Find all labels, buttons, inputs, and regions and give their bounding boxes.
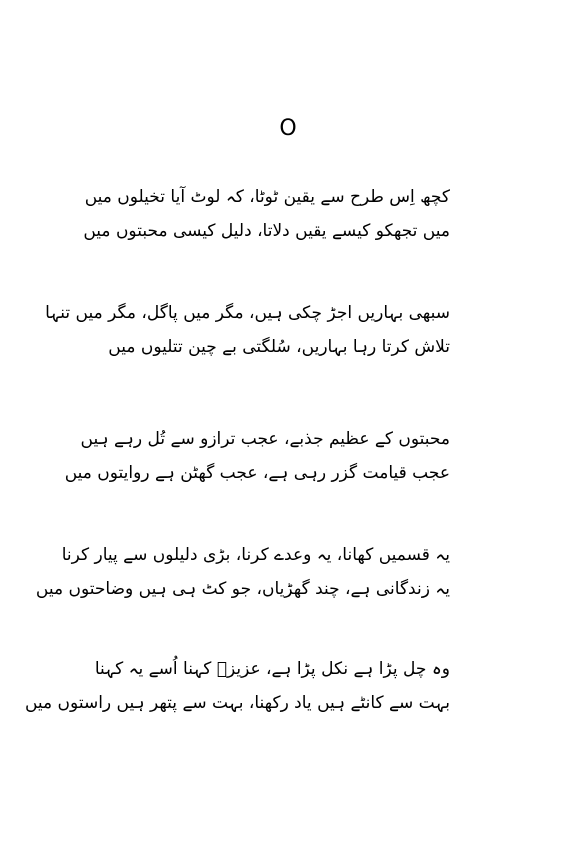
verse-line: کچھ اِس طرح سے یقین ٹوٹا، کہ لوٹ آیا تخیلوں میں bbox=[84, 187, 450, 207]
verse-line: سبھی بہاریں اجڑ چکی ہیں، مگر میں پاگل، مگر میں تنہا bbox=[45, 303, 450, 323]
stanza-4 bbox=[35, 538, 450, 606]
verse-line: محبتوں کے عظیم جذبے، عجب ترازو سے تُل رہے ہیں bbox=[80, 429, 450, 449]
stanza-1 bbox=[83, 180, 450, 248]
verse-line: یہ زندگانی ہے، چند گھڑیاں، جو کٹ ہی ہیں وضاحتوں میں bbox=[35, 579, 450, 599]
stanza-2 bbox=[45, 296, 450, 364]
verse-line: یہ قسمیں کھانا، یہ وعدے کرنا، بڑی دلیلوں سے پیار کرنا bbox=[61, 545, 450, 565]
verse-line: عجب قیامت گزر رہی ہے، عجب گھٹن ہے روایتوں میں bbox=[64, 463, 450, 483]
verse-line: تلاش کرتا رہا بہاریں، سُلگتی بے چین تتلیوں میں bbox=[108, 337, 450, 357]
stanza-3 bbox=[64, 422, 450, 490]
verse-line: وہ چل پڑا ہے نکل پڑا ہے، عزیزؔ کہنا اُسے یہ کہنا bbox=[94, 659, 450, 679]
verse-line: میں تجھکو کیسے یقیں دلاتا، دلیل کیسی محبتوں میں bbox=[83, 221, 450, 241]
stanza-5 bbox=[24, 652, 450, 720]
ornament-circle: O bbox=[279, 116, 297, 141]
verse-line: بہت سے کانٹے ہیں یاد رکھنا، بہت سے پتھر ہیں راستوں میں bbox=[24, 693, 450, 713]
